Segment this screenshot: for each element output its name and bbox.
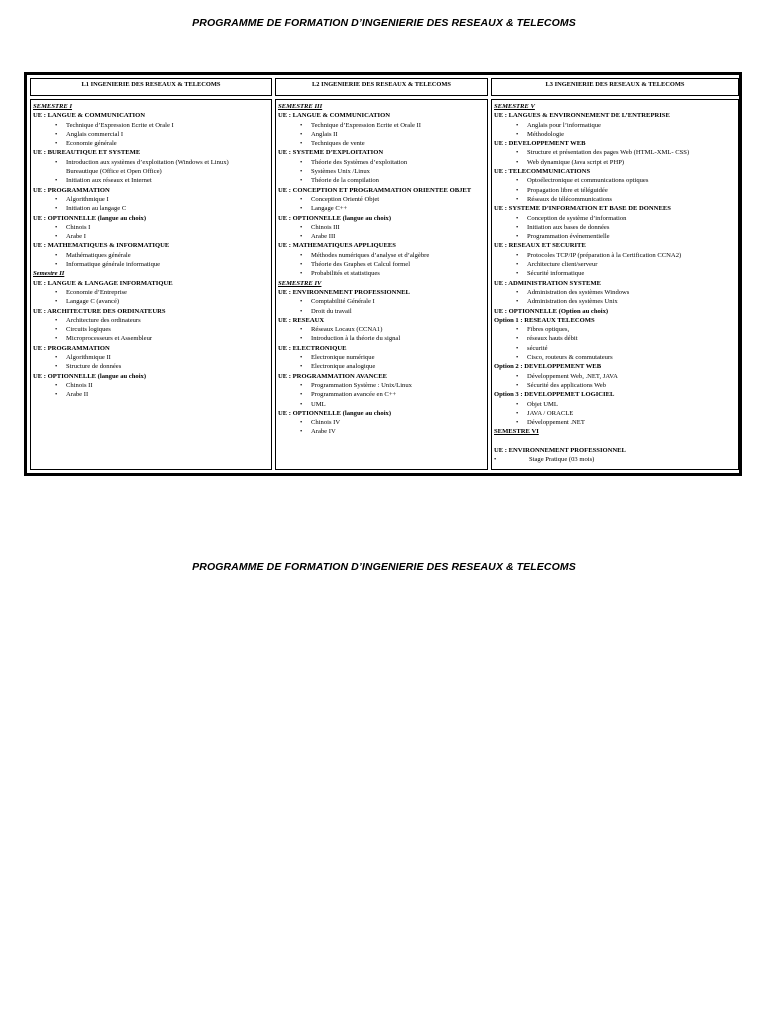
course-item: • Technique d’Expression Ecrite et Orale I: [33, 121, 269, 130]
course-item: • Administration des systèmes Unix: [494, 297, 736, 306]
column-header-l1: L1 INGENIERIE DES RESEAUX & TELECOMS: [30, 78, 272, 96]
course-item: • Techniques de vente: [278, 139, 485, 148]
semester-heading: SEMESTRE VI: [494, 428, 539, 436]
course-item: • sécurité: [494, 344, 736, 353]
ue-heading: UE : PROGRAMMATION: [33, 344, 110, 352]
course-item: • Structure et présentation des pages Web (HTML-XML- CSS): [494, 148, 736, 157]
ue-heading: UE : OPTIONNELLE (langue au choix): [33, 372, 147, 380]
course-item: • Réseaux Locaux (CCNA1): [278, 325, 485, 334]
course-item: • Economie d’Entreprise: [33, 288, 269, 297]
ue-heading: UE : CONCEPTION ET PROGRAMMATION ORIENTEE OBJET: [278, 186, 472, 194]
course-item: • Théorie de la compilation: [278, 176, 485, 185]
course-item: • Objet UML: [494, 400, 736, 409]
course-item: • Chinois III: [278, 223, 485, 232]
course-item: • Propagation libre et téléguidée: [494, 186, 736, 195]
course-item: • Théorie des Systèmes d’exploitation: [278, 158, 485, 167]
course-item: • Conception de système d’information: [494, 214, 736, 223]
course-item: • Droit du travail: [278, 307, 485, 316]
course-item: • Technique d’Expression Ecrite et Orale II: [278, 121, 485, 130]
semester-heading: SEMESTRE IV: [278, 279, 322, 287]
course-item: • Programmation événementielle: [494, 232, 736, 241]
course-item: • Méthodologie: [494, 130, 736, 139]
course-item: • Stage Pratique (03 mois): [494, 455, 736, 464]
ue-heading: UE : MATHEMATIQUES APPLIQUEES: [278, 242, 396, 250]
course-item: • Optoélectronique et communications optiques: [494, 176, 736, 185]
course-item: • Anglais pour l’informatique: [494, 121, 736, 130]
course-item: • Conception Orienté Objet: [278, 195, 485, 204]
ue-heading: UE : BUREAUTIQUE ET SYSTEME: [33, 149, 141, 157]
ue-heading: UE : OPTIONNELLE (langue au choix): [278, 409, 392, 417]
column-header-l2: L2 INGENIERIE DES RESEAUX & TELECOMS: [275, 78, 488, 96]
semester-heading: SEMESTRE I: [33, 103, 73, 110]
course-item: • Probabilités et statistiques: [278, 269, 485, 278]
ue-heading: UE : ELECTRONIQUE: [278, 344, 347, 352]
semester-heading: SEMESTRE III: [278, 103, 323, 110]
course-item: • Initiation aux réseaux et Internet: [33, 176, 269, 185]
course-item: • Protocoles TCP/IP (préparation à la Certification CCNA2): [494, 251, 736, 260]
ue-heading: UE : LANGUE & COMMUNICATION: [33, 112, 145, 120]
course-item: • Théorie des Graphes et Calcul formel: [278, 260, 485, 269]
ue-heading: UE : ARCHITECTURE DES ORDINATEURS: [33, 307, 166, 315]
ue-heading: UE : OPTIONNELLE (Option au choix): [494, 307, 609, 315]
course-item: • Langage C++: [278, 204, 485, 213]
course-item: • Algorithmique I: [33, 195, 269, 204]
course-item: • Méthodes numériques d’analyse et d’algèbre: [278, 251, 485, 260]
course-item: • Arabe II: [33, 390, 269, 399]
column-body-l2: [275, 99, 488, 470]
course-item: • réseaux hauts débit: [494, 334, 736, 343]
course-item: • Arabe III: [278, 232, 485, 241]
ue-heading: UE : SYSTEME D’EXPLOITATION: [278, 149, 384, 157]
course-item: • Fibres optiques,: [494, 325, 736, 334]
course-item: • Administration des systèmes Windows: [494, 288, 736, 297]
semester-heading: SEMESTRE V: [494, 103, 535, 110]
ue-heading: UE : TELECOMMUNICATIONS: [494, 168, 591, 176]
course-item: • Systèmes Unix /Linux: [278, 167, 485, 176]
course-item: • Programmation Système : Unix/Linux: [278, 381, 485, 390]
course-item: • Architecture client/serveur: [494, 260, 736, 269]
course-item: • Cisco, routeurs & commutateurs: [494, 353, 736, 362]
column-body-l3: [491, 99, 739, 470]
course-item: • Initiation aux bases de données: [494, 223, 736, 232]
course-item: • Développement Web, .NET, JAVA: [494, 372, 736, 381]
ue-heading: Option 2 : DEVELOPPEMENT WEB: [494, 363, 602, 371]
course-item: • Chinois II: [33, 381, 269, 390]
course-item: • Chinois I: [33, 223, 269, 232]
program-table: [24, 72, 742, 476]
course-item: • Electronique numérique: [278, 353, 485, 362]
course-item: • Développement .NET: [494, 418, 736, 427]
ue-heading: UE : ENVIRONNEMENT PROFESSIONNEL: [278, 288, 410, 296]
ue-heading: UE : LANGUE & LANGAGE INFORMATIQUE: [33, 279, 173, 287]
course-item: • Anglais commercial I: [33, 130, 269, 139]
page-title-repeat: PROGRAMME DE FORMATION D’INGENIERIE DES RESEAUX & TELECOMS: [192, 561, 576, 573]
semester-heading: Semestre II: [33, 270, 65, 278]
course-item: • Structure de données: [33, 362, 269, 371]
course-item: • Comptabilité Générale I: [278, 297, 485, 306]
course-item: • Introduction à la théorie du signal: [278, 334, 485, 343]
course-item: • Architecture des ordinateurs: [33, 316, 269, 325]
ue-heading: UE : LANGUE & COMMUNICATION: [278, 112, 390, 120]
course-item: • Circuits logiques: [33, 325, 269, 334]
column-body-l1: [30, 99, 272, 470]
ue-heading: UE : ENVIRONNEMENT PROFESSIONNEL: [494, 446, 626, 454]
course-item: • Programmation avancée en C++: [278, 390, 485, 399]
course-item: • Réseaux de télécommunications: [494, 195, 736, 204]
ue-heading: UE : PROGRAMMATION AVANCEE: [278, 372, 387, 380]
ue-heading: UE : MATHEMATIQUES & INFORMATIQUE: [33, 242, 170, 250]
course-item: • Introduction aux systèmes d’exploitation (Windows et Linux): [33, 158, 269, 167]
course-item: • Sécurité informatique: [494, 269, 736, 278]
ue-heading: UE : RESEAUX: [278, 316, 325, 324]
ue-heading: UE : OPTIONNELLE (langue au choix): [278, 214, 392, 222]
course-item: • Arabe IV: [278, 427, 485, 436]
course-item: • Langage C (avancé): [33, 297, 269, 306]
course-item: • Arabe I: [33, 232, 269, 241]
spacer: [494, 437, 736, 446]
ue-heading: UE : LANGUES & ENVIRONNEMENT DE L’ENTREPRISE: [494, 112, 670, 120]
course-item: • Initiation au langage C: [33, 204, 269, 213]
ue-heading: UE : OPTIONNELLE (langue au choix): [33, 214, 147, 222]
course-item: • Sécurité des applications Web: [494, 381, 736, 390]
course-item: • Informatique générale informatique: [33, 260, 269, 269]
course-item: • Web dynamique (Java script et PHP): [494, 158, 736, 167]
column-header-l3: L3 INGENIERIE DES RESEAUX & TELECOMS: [491, 78, 739, 96]
course-item: Bureautique (Office et Open Office): [66, 168, 162, 176]
ue-heading: UE : ADMINISTRATION SYSTEME: [494, 279, 602, 287]
ue-heading: UE : RESEAUX ET SECURITE: [494, 242, 586, 250]
ue-heading: UE : PROGRAMMATION: [33, 186, 110, 194]
ue-heading: Option 3 : DEVELOPPEMET LOGICIEL: [494, 391, 615, 399]
course-item: • UML: [278, 400, 485, 409]
course-item: • Algorithmique II: [33, 353, 269, 362]
ue-heading: UE : DEVELOPPEMENT WEB: [494, 140, 586, 148]
course-item: • Anglais II: [278, 130, 485, 139]
course-item: • JAVA / ORACLE: [494, 409, 736, 418]
course-item: • Chinois IV: [278, 418, 485, 427]
course-item: • Mathématiques générale: [33, 251, 269, 260]
ue-heading: UE : SYSTEME D’INFORMATION ET BASE DE DONNEES: [494, 205, 671, 213]
course-item: • Economie générale: [33, 139, 269, 148]
page-title: PROGRAMME DE FORMATION D’INGENIERIE DES RESEAUX & TELECOMS: [192, 17, 576, 29]
course-item: • Microprocesseurs et Assembleur: [33, 334, 269, 343]
ue-heading: Option 1 : RESEAUX TELECOMS: [494, 316, 595, 324]
course-item: • Electronique analogique: [278, 362, 485, 371]
